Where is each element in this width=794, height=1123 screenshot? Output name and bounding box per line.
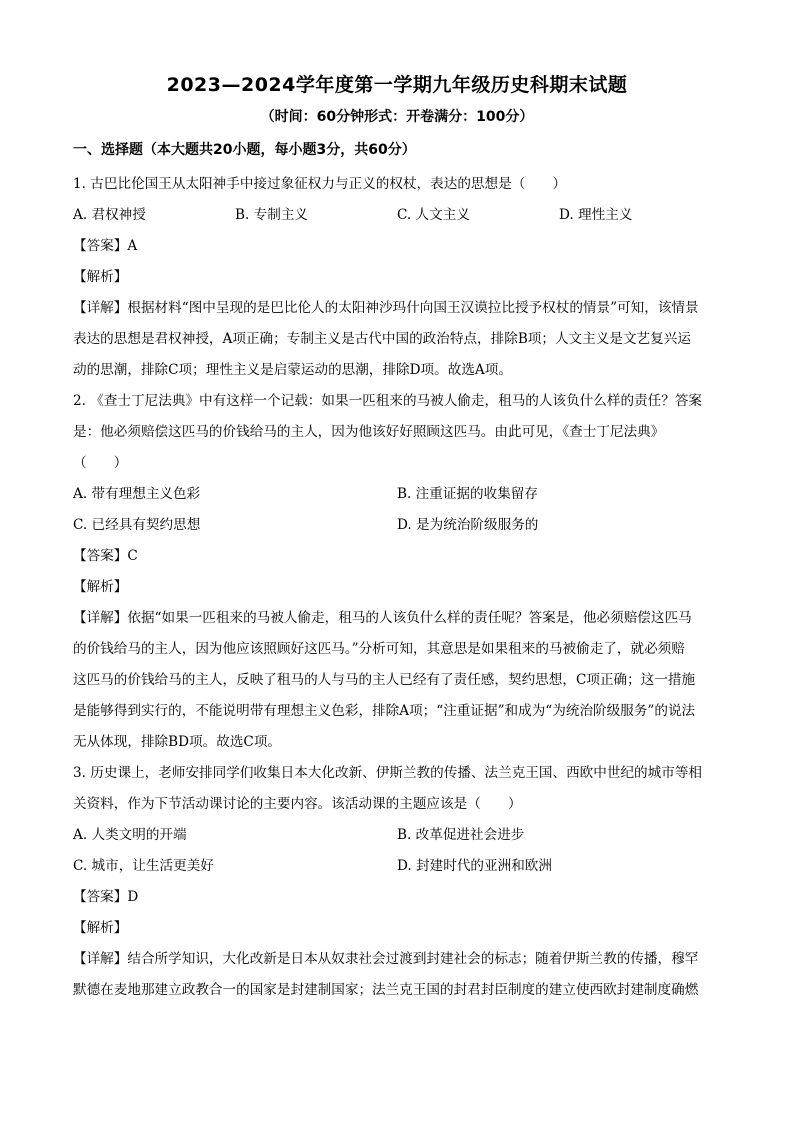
q3-detail-line: 【详解】结合所学知识，大化改新是日本从奴隶社会过渡到封建社会的标志；随着伊斯兰教的传播，穆罕 bbox=[73, 951, 699, 967]
q1-stem: 1. 古巴比伦国王从太阳神手中接过象征权力与正义的权杖，表达的思想是（ ） bbox=[73, 176, 567, 192]
q3-options-row bbox=[73, 851, 723, 882]
q1-detail-line: 动的思潮，排除C项；理性主义是启蒙运动的思潮，排除D项。故选A项。 bbox=[73, 362, 512, 378]
q2-detail-line: 这匹马的价钱给马的主人，反映了租马的人与马的主人已经有了责任感，契约思想，C项正确；这一措施 bbox=[73, 672, 696, 688]
q2-detail-line: 【详解】依据“如果一匹租来的马被人偷走，租马的人该负什么样的责任呢？答案是，他必须赔偿这匹马 bbox=[73, 610, 692, 626]
q1-options bbox=[73, 200, 723, 231]
q1-answer: 【答案】A bbox=[73, 238, 138, 254]
q2-analysis-label: 【解析】 bbox=[73, 579, 128, 595]
q1-detail-line: 表达的思想是君权神授，A项正确；专制主义是古代中国的政治特点，排除B项；人文主义是文艺复兴运 bbox=[73, 331, 691, 347]
q2-answer: 【答案】C bbox=[73, 548, 138, 564]
q2-option-b: B. 注重证据的收集留存 bbox=[397, 486, 538, 502]
q1-option-c: C. 人文主义 bbox=[397, 207, 470, 223]
q3-detail-line: 默德在麦地那建立政教合一的国家是封建制国家；法兰克王国的封君封臣制度的建立使西欧封建制度确燃 bbox=[73, 982, 699, 998]
q2-detail-line: 是能够得到实行的，不能说明带有理想主义色彩，排除A项；“注重证据”和成为“为统治阶级服务”的说法 bbox=[73, 703, 696, 719]
q2-options-row bbox=[73, 479, 723, 510]
q2-option-d: D. 是为统治阶级服务的 bbox=[397, 517, 539, 533]
q3-analysis-label: 【解析】 bbox=[73, 920, 128, 936]
q1-option-b: B. 专制主义 bbox=[235, 207, 309, 223]
q2-option-a: A. 带有理想主义色彩 bbox=[73, 486, 201, 502]
q2-stem-line: 是：他必须赔偿这匹马的价钱给马的主人，因为他该好好照顾这匹马。由此可见，《查士丁尼法典》 bbox=[73, 424, 665, 440]
q2-options-row bbox=[73, 510, 723, 541]
questions-content bbox=[73, 169, 723, 1006]
q3-option-b: B. 改革促进社会进步 bbox=[397, 827, 525, 843]
q3-option-c: C. 城市，让生活更美好 bbox=[73, 858, 214, 874]
q1-analysis-label: 【解析】 bbox=[73, 269, 128, 285]
q2-detail-line: 的价钱给马的主人，因为他应该照顾好这匹马。”分析可知，其意思是如果租来的马被偷走了，就必须赔 bbox=[73, 641, 685, 657]
exam-title: 2023—2024学年度第一学期九年级历史科期末试题 bbox=[166, 74, 628, 96]
q1-option-a: A. 君权神授 bbox=[73, 207, 146, 223]
q3-options-row bbox=[73, 820, 723, 851]
q2-option-c: C. 已经具有契约思想 bbox=[73, 517, 201, 533]
q1-option-d: D. 理性主义 bbox=[559, 207, 633, 223]
q2-stem-line: （ ） bbox=[73, 455, 128, 471]
section-heading: 一、选择题（本大题共20小题，每小题3分，共60分） bbox=[73, 142, 416, 158]
exam-subtitle: （时间：60分钟形式：开卷满分：100分） bbox=[260, 109, 534, 125]
q3-option-a: A. 人类文明的开端 bbox=[73, 827, 187, 843]
q3-answer: 【答案】D bbox=[73, 889, 139, 905]
q3-stem-line: 关资料，作为下节活动课讨论的主要内容。该活动课的主题应该是（ ） bbox=[73, 796, 522, 812]
q2-stem-line: 2. 《查士丁尼法典》中有这样一个记载：如果一匹租来的马被人偷走，租马的人该负什么样的责任？答案 bbox=[73, 393, 703, 409]
q3-stem-line: 3. 历史课上，老师安排同学们收集日本大化改新、伊斯兰教的传播、法兰克王国、西欧中世纪的城市等相 bbox=[73, 765, 703, 781]
q1-detail-line: 【详解】根据材料“图中呈现的是巴比伦人的太阳神沙玛什向国王汉谟拉比授予权杖的情景”可知，该情景 bbox=[73, 300, 699, 316]
q3-option-d: D. 封建时代的亚洲和欧洲 bbox=[397, 858, 552, 874]
q2-detail-line: 无从体现，排除BD项。故选C项。 bbox=[73, 734, 282, 750]
